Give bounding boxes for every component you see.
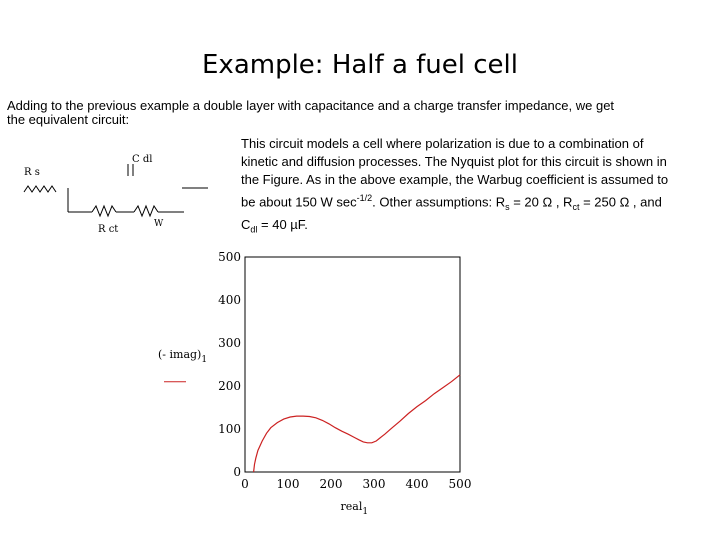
para-line-4-a: be about 150 W sec bbox=[241, 194, 357, 210]
intro-text bbox=[7, 99, 707, 127]
para-line-4 bbox=[241, 189, 711, 216]
y-axis-label bbox=[158, 348, 207, 365]
x-tick-label: 100 bbox=[276, 477, 300, 491]
rct-resistor-symbol bbox=[92, 206, 116, 216]
x-tick-label: 400 bbox=[405, 477, 429, 491]
x-tick-label: 300 bbox=[362, 477, 386, 491]
x-tick-label: 200 bbox=[319, 477, 343, 491]
x-tick-label: 0 bbox=[241, 477, 249, 491]
warburg-symbol bbox=[134, 206, 158, 216]
y-tick-label: 0 bbox=[233, 465, 241, 479]
para-line-4-sub-ct: ct bbox=[572, 201, 580, 212]
rct-label: R ct bbox=[98, 224, 119, 235]
y-tick-label: 400 bbox=[218, 293, 241, 307]
w-label: W bbox=[154, 219, 164, 229]
cdl-label: C dl bbox=[132, 154, 153, 165]
rs-resistor-symbol bbox=[24, 186, 56, 192]
x-axis-label bbox=[341, 500, 369, 517]
para-line-3: the Figure. As in the above example, the Warbug coefficient is assumed to bbox=[241, 172, 669, 187]
y-tick-label: 100 bbox=[218, 422, 241, 436]
y-tick-label: 200 bbox=[218, 379, 241, 393]
plot-frame bbox=[245, 257, 460, 472]
x-axis-label-sub: 1 bbox=[362, 507, 369, 517]
para-line-1: This circuit models a cell where polarization is due to a combination of bbox=[241, 136, 644, 151]
description-paragraph bbox=[241, 135, 711, 239]
y-tick-label: 500 bbox=[218, 250, 241, 264]
para-line-4-c: = 20 Ω , R bbox=[509, 194, 573, 210]
para-line-4-b: . Other assumptions: R bbox=[372, 194, 506, 210]
para-line-5-a: C bbox=[241, 216, 251, 232]
equivalent-circuit-diagram bbox=[20, 150, 220, 245]
x-tick-label: 500 bbox=[448, 477, 472, 491]
y-tick-label: 300 bbox=[218, 336, 241, 350]
intro-line-1: Adding to the previous example a double layer with capacitance and a charge transfer impedance, we get bbox=[7, 98, 615, 113]
para-line-4-sup: -1/2 bbox=[356, 193, 373, 203]
para-line-4-d: = 250 Ω , and bbox=[579, 194, 662, 210]
series-line-impedance bbox=[254, 375, 460, 472]
para-line-5-sub: dl bbox=[250, 224, 258, 235]
intro-line-2: the equivalent circuit: bbox=[7, 112, 130, 127]
para-line-5-b: = 40 µF. bbox=[257, 216, 308, 232]
para-line-2: kinetic and diffusion processes. The Nyquist plot for this circuit is shown in bbox=[241, 154, 667, 169]
y-axis-label-sub: 1 bbox=[201, 355, 208, 366]
slide-title: Example: Half a fuel cell bbox=[202, 50, 518, 80]
rs-label: R s bbox=[24, 167, 40, 178]
y-axis-label-main: (- imag) bbox=[158, 348, 202, 362]
para-line-4-sub-s: s bbox=[505, 201, 510, 212]
para-line-5 bbox=[241, 216, 711, 239]
nyquist-plot bbox=[150, 245, 480, 525]
x-axis-label-main: real bbox=[340, 500, 363, 513]
